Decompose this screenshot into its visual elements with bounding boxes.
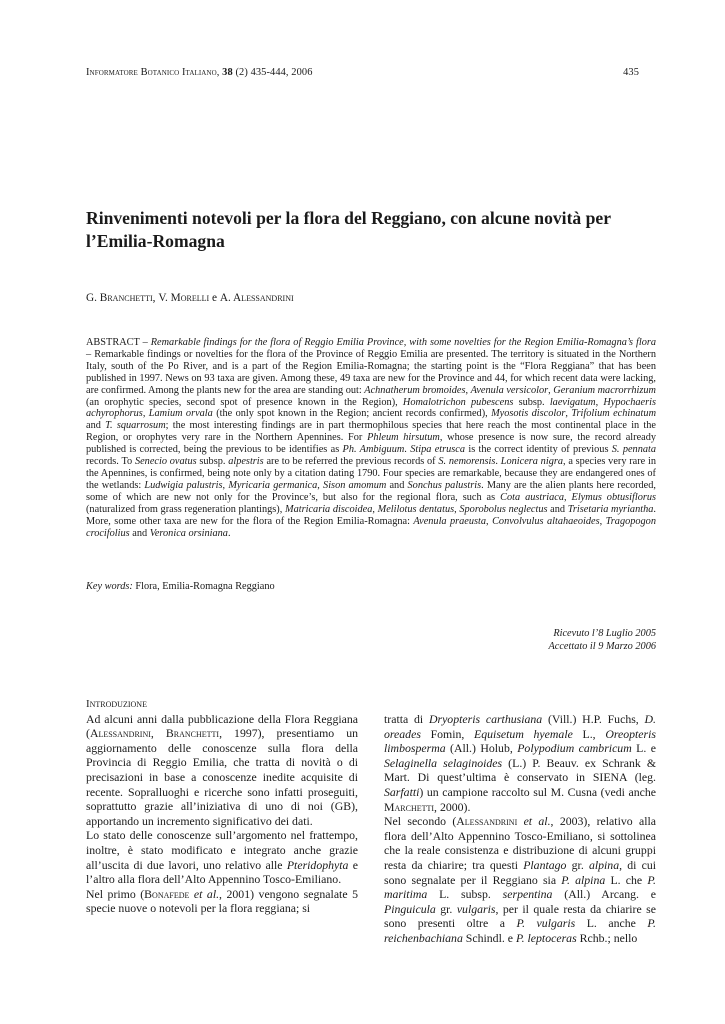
species-name: Selaginella selaginoides	[384, 755, 503, 770]
paragraph-text: L. subsp.	[427, 887, 503, 902]
author-1: G. Branchetti	[86, 292, 153, 304]
species-name: Hypochaeris achyrophorus	[86, 396, 656, 420]
paragraph-text: Ad alcuni anni dalla pubblicazione della Flora Reggiana (	[86, 711, 358, 741]
paragraph-text: e l’altro alla flora dell’Alto Appennino Tosco-Emiliano.	[86, 857, 358, 887]
abstract-text: ; the most interesting findings are in part thermophilous species that here reach the most continental place in the Region, or orophytes very rare in the Northern Apennines. For	[86, 420, 656, 444]
species-name: Myricaria germanica	[228, 479, 318, 491]
paragraph	[86, 828, 358, 886]
abstract-text: and	[386, 479, 408, 491]
paragraph-text: , 2000).	[434, 799, 471, 814]
species-name: Tragopogon crocifolius	[86, 515, 656, 539]
species-name: P. alpina	[561, 872, 606, 887]
paragraph-text: Nel primo (	[86, 886, 145, 901]
paragraph-text: , 2003), relativo alla flora dell’Alto Appennino Tosco-Emiliano, si sottolinea che la reale consistenza e distribuzione di alcuni gruppi resta da chiarire; tra questi	[384, 814, 656, 872]
abstract-text: ,	[142, 408, 149, 420]
paragraph-text: (L.) P. Beauv. ex Schrank & Mart. Di quest’ultima è conservato in SIENA (leg.	[384, 755, 656, 785]
species-name: Geranium macrorrhizum	[553, 384, 656, 396]
abstract-text: records. To	[86, 456, 135, 468]
abstract-text: are to be referred the previous records of	[263, 456, 439, 468]
species-name: Melilotus dentatus	[377, 503, 455, 515]
paragraph-text: L.,	[572, 726, 606, 741]
received-date: Ricevuto l’8 Luglio 2005	[553, 628, 656, 639]
species-name: Phleum hirsutum	[367, 432, 440, 444]
species-name: T. squarrosum	[105, 420, 166, 432]
species-name: Dryopteris carthusiana	[428, 712, 543, 726]
collector-name: Sarfatti	[384, 784, 420, 799]
abstract-text: ,	[454, 503, 460, 515]
article-title: Rinvenimenti notevoli per la flora del Reggiano, con alcune novità per l’Emilia-Romagna	[86, 208, 611, 251]
paragraph	[384, 814, 656, 945]
species-name: Stipa etrusca	[410, 444, 466, 456]
species-name: D. oreades	[384, 712, 656, 741]
taxon-name: Pteridophyta	[286, 857, 349, 872]
abstract-text: (the only spot known in the Region; ancient records confirmed),	[212, 408, 492, 420]
journal-issue-pages: (2) 435-444, 2006	[235, 67, 313, 78]
species-name: Trisetaria myriantha	[567, 503, 654, 515]
paragraph	[86, 887, 358, 916]
species-name: Cota austriaca	[500, 491, 564, 503]
keywords-text: Flora, Emilia-Romagna Reggiano	[132, 581, 275, 592]
paragraph-text: ,	[150, 726, 166, 741]
abstract-text: . More, some other taxa are new for the flora of the Region Emilia-Romagna:	[86, 503, 656, 527]
abstract-text: ,	[372, 503, 378, 515]
species-name: S. pennata	[611, 444, 656, 456]
running-header	[86, 67, 639, 83]
paragraph-text: , per il quale resta da chiarire se sono presenti oltre a	[384, 901, 656, 931]
species-name: Myosotis discolor	[491, 408, 566, 420]
right-column	[384, 712, 656, 946]
paragraph-text: , di cui sono segnalate per il Reggiano sia	[384, 857, 656, 887]
species-name: Sison amomum	[323, 479, 387, 491]
species-name: Homalotrichon pubescens	[402, 396, 514, 408]
citation-author: Branchetti	[165, 726, 220, 741]
abstract-text: subsp.	[513, 396, 550, 408]
abstract-text: – Remarkable findings or novelties for the flora of the Province of Reggio Emilia are presented. The territory is situated in the Northern Italy, south of the Po River, and is a part of the Region Emilia-Romagna; the starting point is the “Flora Reggiana” that has been published in 1997. News on 93 taxa are given. Among these, 49 taxa are new for the Province and 44, for which recent data were lacking, are confirmed. Among the plants new for the area are standing out:	[86, 348, 656, 396]
species-name: Polypodium cambricum	[517, 741, 632, 756]
paragraph-text: (All.) Arcang. e	[552, 887, 656, 902]
author-3: A. Alessandrini	[219, 292, 294, 304]
species-name: S. nemorensis	[438, 456, 496, 468]
journal-name: Informatore Botanico Italiano	[86, 67, 217, 78]
received-block	[548, 628, 656, 653]
species-name: Avenula versicolor	[470, 384, 549, 396]
abstract-text: and	[129, 527, 150, 539]
abstract-text: .	[404, 444, 411, 456]
species-name: Ludwigia palustris	[144, 479, 223, 491]
abstract-text: ,	[565, 408, 572, 420]
species-name: serpentina	[502, 887, 553, 902]
species-name: P. reichenbachiana	[384, 916, 656, 945]
abstract-text: ,	[599, 515, 606, 527]
keywords	[86, 581, 275, 592]
species-name: vulgaris	[456, 901, 496, 916]
species-name: Equisetum hyemale	[474, 726, 573, 741]
paragraph	[86, 712, 358, 829]
abstract-text: ,	[222, 479, 229, 491]
abstract-text: ,	[465, 384, 471, 396]
page-number: 435	[623, 67, 639, 78]
abstract-text: ,	[548, 384, 554, 396]
paragraph	[384, 712, 656, 814]
abstract-text: ,	[563, 491, 572, 503]
abstract-text: ,	[486, 515, 493, 527]
abstract-text: . Many are the alien plants here recorded, some of which are new not only for the Province’s, but also for the regional flora, such as	[86, 479, 656, 503]
accepted-date: Accettato il 9 Marzo 2006	[548, 640, 656, 652]
abstract-text: (naturalized from grass regeneration plantings),	[86, 503, 286, 515]
species-name: alpina	[588, 857, 620, 872]
species-name: Elymus obtusiflorus	[571, 491, 657, 503]
author-2: V. Morelli	[158, 292, 210, 304]
species-name: Veronica orsiniana	[149, 527, 228, 539]
species-name: Sporobolus neglectus	[459, 503, 548, 515]
paragraph-text: (Vill.) H.P. Fuchs,	[542, 712, 645, 726]
abstract-text: is the correct identity of previous	[465, 444, 612, 456]
species-name: Lonicera nigra	[500, 456, 563, 468]
species-name: Senecio ovatus	[134, 456, 197, 468]
paragraph-text: L. che	[605, 872, 648, 887]
species-name: alpestris	[228, 456, 264, 468]
left-column	[86, 697, 358, 916]
paragraph-text: tratta di	[384, 712, 429, 726]
species-name: Convolvulus altahaeoides	[492, 515, 600, 527]
journal-volume: 38	[222, 67, 233, 78]
species-name: Plantago	[523, 857, 567, 872]
abstract: ABSTRACT – Remarkable findings for the flora of Reggio Emilia Province, with some novelties for the Region Emilia-Romagna’s flora – Remarkable findings or novelties for the flora of the Province of Reggio Emilia are presented. The territory is situated in the Northern Italy, south of the Po River, and is a part of the Region Emilia-Romagna; the starting point is the “Flora Reggiana” that has been published in 1997. News on 93 taxa are given. Among these, 49 taxa are new for the Province and 44, for which recent data were lacking, are confirmed. Among the plants new for the area are standing out: Achnatherum bromoides, Avenula versicolor, Geranium macrorrhizum (an orophytic species, second spot of presence known in the Region), Homalotrichon pubescens subsp. laevigatum, Hypochaeris achyrophorus, Lamium orvala (the only spot known in the Region; ancient records confirmed), Myosotis discolor, Trifolium echinatum and T. squarrosum; the most interesting findings are in part thermophilous species that here reach the most continental place in the Region, or orophytes very rare in the Northern Apennines. For Phleum hirsutum, whose presence is now sure, the record already published is corrected, being the previous to be identifies as Ph. Ambiguum. Stipa etrusca is the correct identity of previous S. pennata records. To Senecio ovatus subsp. alpestris are to be referred the previous records of S. nemorensis. Lonicera nigra, a species very rare in the Apennines, is confirmed, being note only by a citation dating 1790. Four species are remarkable, because they are endangered ones of the wetlands: Ludwigia palustris, Myricaria germanica, Sison amomum and Sonchus palustris. Many are the alien plants here recorded, some of which are new not only for the Province’s, but also for the regional flora, such as Cota austriaca, Elymus obtusiflorus (naturalized from grass regeneration plantings), Matricaria discoidea, Melilotus dentatus, Sporobolus neglectus and Trisetaria myriantha. More, some other taxa are new for the flora of the Region Emilia-Romagna: Avenula praeusta, Convolvulus altahaeoides, Tragopogon crocifolius and Veronica orsiniana.	[86, 337, 657, 539]
paragraph-text: Rchb.; nello	[576, 930, 638, 945]
citation-etal: et al.	[189, 886, 220, 901]
abstract-text: , whose presence is now sure, the record already published is corrected, being the previous to be identifies as	[86, 432, 657, 456]
section-heading: Introduzione	[86, 698, 147, 710]
paragraph-text: Schindl. e	[462, 930, 516, 945]
abstract-text: ,	[317, 479, 324, 491]
species-name: Lamium orvala	[148, 408, 213, 420]
species-name: Trifolium echinatum	[571, 408, 657, 420]
citation-author: Bonafede	[144, 886, 190, 901]
species-name: P. maritima	[384, 872, 656, 902]
abstract-text: subsp.	[196, 456, 229, 468]
citation-author: Marchetti	[384, 799, 435, 814]
abstract-text: .	[227, 527, 231, 539]
species-name: P. vulgaris	[516, 916, 576, 931]
abstract-text: .	[495, 456, 501, 468]
paragraph-text: Nel secondo (	[384, 814, 457, 829]
paragraph-text: , 1997), presentiamo un aggiornamento delle conoscenze sulla flora della Provincia di Reggio Emilia, che tratta di novità o di precisazioni in base a conoscenze inedite acquisite di recente. Sopralluoghi e ricerche sono infatti proseguiti, soprattutto grazie all’iniziativa di uno di noi (GB), apportando un incremento significativo dei dati.	[86, 726, 358, 828]
abstract-text: and	[547, 503, 568, 515]
paragraph-text: gr.	[566, 857, 589, 872]
species-name: Sonchus palustris	[407, 479, 482, 491]
citation-etal: et al.	[517, 814, 551, 829]
author-list: G. Branchetti, V. Morelli e A. Alessandrini	[86, 292, 294, 304]
species-name: Pinguicula	[384, 901, 436, 916]
abstract-label: ABSTRACT	[86, 337, 140, 348]
abstract-italic-title: Remarkable findings for the flora of Reggio Emilia Province, with some novelties for the Region Emilia-Romagna’s flora	[150, 337, 657, 348]
paragraph-text: (All.) Holub,	[445, 741, 518, 756]
species-name: P. leptoceras	[515, 930, 577, 945]
paragraph-text: Fomin,	[420, 726, 475, 741]
species-name: laevigatum	[549, 396, 596, 408]
abstract-text: (an orophytic species, second spot of presence known in the Region),	[86, 396, 403, 408]
paragraph-text: Lo stato delle conoscenze sull’argomento nel frattempo, inoltre, è stato modificato e integrato anche grazie all’uscita di due lavori, uno relativo alle	[86, 828, 358, 872]
species-name: Avenula praeusta	[413, 515, 487, 527]
abstract-text: ,	[595, 396, 604, 408]
abstract-text: , a species very rare in the Apennines, is confirmed, being note only by a citation dating 1790. Four species are remarkable, because they are endangered ones of the wetlands:	[86, 456, 657, 491]
keywords-label: Key words:	[86, 581, 133, 592]
author-conjunction: e	[212, 292, 218, 304]
species-name: Oreopteris limbosperma	[384, 726, 656, 756]
citation-author: Alessandrini	[456, 814, 518, 829]
paragraph-text: ) un campione raccolto sul M. Cusna (vedi anche	[419, 784, 656, 799]
species-name: Matricaria discoidea	[285, 503, 373, 515]
species-name: Ph. Ambiguum	[342, 444, 405, 456]
citation-author: Alessandrini	[89, 726, 151, 741]
journal-citation: Informatore Botanico Italiano, 38 (2) 435-444, 2006	[86, 67, 313, 78]
paragraph-text: gr.	[435, 901, 457, 916]
paragraph-text: , 2001) vengono segnalate 5 specie nuove o notevoli per la flora reggiana; si	[86, 886, 358, 916]
paragraph-text: L. e	[631, 741, 656, 756]
species-name: Achnatherum bromoides	[364, 384, 466, 396]
paragraph-text: L. anche	[575, 916, 648, 931]
abstract-text: and	[86, 420, 106, 432]
